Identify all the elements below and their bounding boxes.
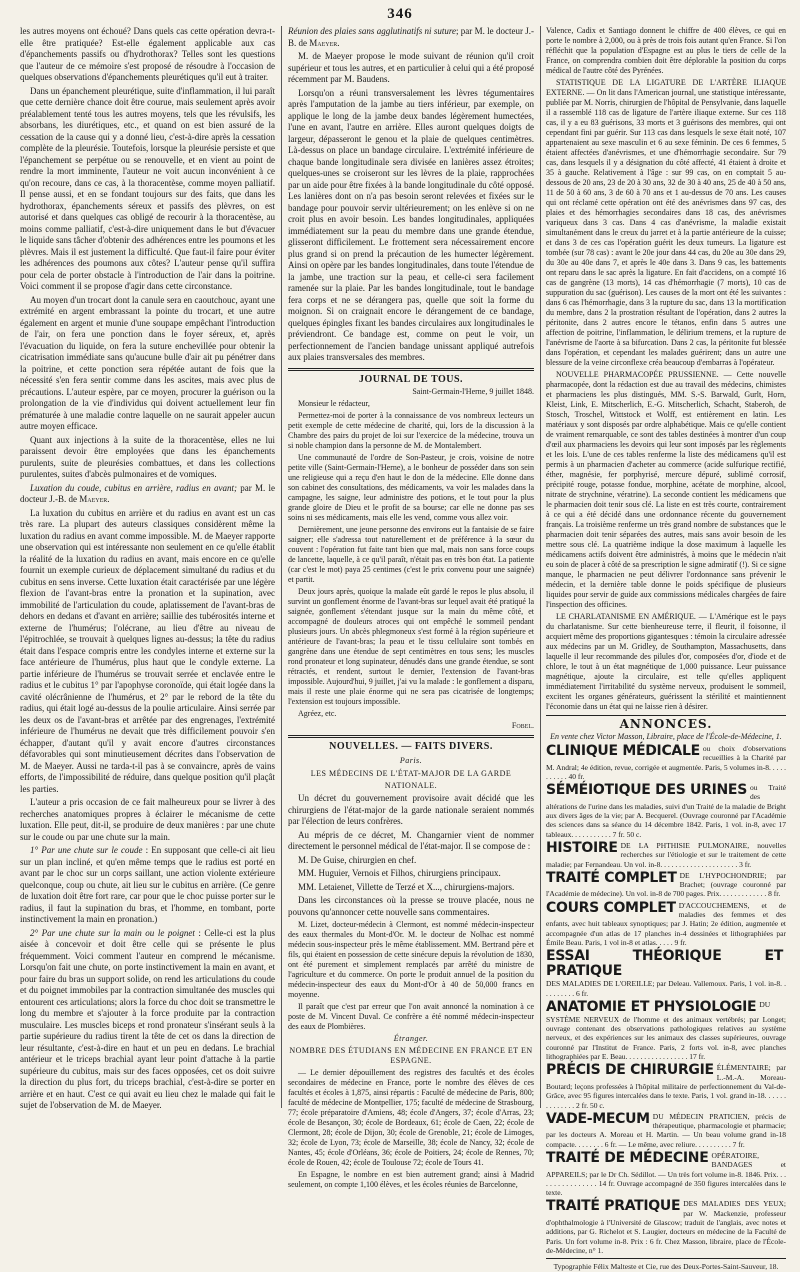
news-item-text: — Cette nouvelle pharmacopée, dont la rédaction est due au travail des médecins, chimistes et pharmaciens les plus distingués, MM. S.-S. Barwald, Gurlt, Horn, Kleist, Link, E. Mitscherlich, E.-G. Mitscherlich, Schacht, Staberoh, de Stosch, Troschel, Wittstock et Wolff, est entièrement en latin. Les matériaux y sont disposés par ordre alphabétique. Mais ce qu'elle contient de vraiment remarquable, ce sont des tables destinées à montrer d'un coup d'œil aux pharmaciens les devoirs qui leur sont imposés par les règlements et les lois. L'une de ces tables renferme la liste des médicamens qu'il est permis à un pharmacien d'acheter au commerce (acide sulfurique rectifié, éther, magnésie, fer porphyrisé, mercure dépuré, sublimé corrosif, précipité rouge, potasse fondue, morphine, acétate de morphine, alcool, nitrate de strychnine, vératrine). La seconde contient les médicamens que le pharmacien doit tenir sous clé. La liste en est très courte, contrairement à ce qui a été décidé dans une ordonnance récente du gouvernement français. La troisième renferme un très grand nombre de substances que le pharmacien doit tenir séparées des autres, mais sans avoir besoin de les mettre sous clé. La quatrième indique la dose maximum à laquelle les médicamens actifs doivent être administrés, à moins que le médecin n'ait eu soin de placer à côté de sa prescription le signe admiratif (!). Si ce signe manque, le pharmacien ne peut délivrer l'ordonnance sans prévenir le médecin, et la dernière table donne le poids spécifique de plusieurs liquides pour servir de guide aux commissions médicales chargées de faire l'inspection des officines.: [546, 370, 787, 609]
advertisement-title: ESSAI THÉORIQUE ET PRATIQUE: [546, 948, 783, 980]
column-right: [546, 26, 787, 1272]
article-title-rest: par M. le docteur J.-B. de: [20, 482, 275, 504]
advertisement-title: HISTOIRE: [546, 839, 618, 856]
section-divider: [288, 368, 534, 371]
paragraph: En Espagne, le nombre en est bien autrement grand; ainsi à Madrid seulement, on compte 1,100 élèves, et les écoles réunies de Barcelonne,: [288, 1170, 534, 1189]
advertisement-text: ÉLÉMENTAIRE; par L.-M.-A. Moreau-Boutard; leçons professées à l'hôpital militaire de perfectionnement du Val-de-Grâce, avec 95 figures intercalées dans le texte. Paris, 1 vol. grand in-18. . . . . . . . . . . . . . 2 fr. 50 c.: [546, 1063, 786, 1110]
column-middle: [288, 26, 534, 1189]
paragraph-label: 2° Par une chute sur la main ou le poignet: [30, 927, 195, 938]
news-subheading: LES MÉDECINS DE L'ÉTAT-MAJOR DE LA GARDE NATIONALE.: [310, 769, 512, 790]
paragraph: MM. Letaienet, Villette de Terzé et X..., chirurgiens-majors.: [298, 881, 515, 892]
advertisement: [546, 841, 786, 869]
article-title-italic: Luxation du coude, cubitus en arrière, radius en avant;: [30, 482, 238, 493]
advertisement: [546, 744, 786, 781]
section-divider: [288, 735, 534, 738]
news-item-text: — L'Amérique est le pays du charlatanisme. Sur cette bienheureuse terre, il fleurit, il foisonne, il acquiert même des proportions gigantesques : témoin la circulaire adressée aux médecins par un M. Gridley, de Southampton, Massachusetts, dans laquelle il leur recommande des pilules d'or, composées d'or, d'iode et de chlore, le tout à un état magnétique de 1,000 puissance. Leur puissance magnétique, ajoute la circulaire, est telle qu'elles appliquent immédiatement l'irritabilité du système nerveux, produisent le sommeil, excitent les organes générateurs, guérissent la stérilité et maintiennent l'économie dans un état qui ne laisse rien à désirer.: [546, 612, 786, 711]
paragraph: Au mépris de ce décret, M. Changarnier vient de nommer directement le personnel médical de l'état-major. Il se compose de :: [288, 829, 534, 851]
advertisement-text: OPÉRATOIRE, BANDAGES et APPAREILS; par le Dr Ch. Sédillot. — Un très fort volume in-8. 1846. Prix. . . . . . . . . . . . . . . . 14 fr. Ouvrage accompagné de 350 figures intercalées dans le texte.: [546, 1150, 786, 1198]
paragraph: — Le dernier dépouillement des registres des facultés et des écoles secondaires de médecine en France, porte le nombre des élèves de ces facultés et écoles à 1,875, ainsi répartis : Faculté de médecine de Paris, 800; faculté de médecine de Montpellier, 175; faculté de médecine de Strasbourg, 77; école préparatoire d'Amiens, 48; école d'Angers, 37; école d'Arras, 23; école de Besançon, 30; école de Bordeaux, 61; école de Caen, 22; école de Clermont, 28; école de Dijon, 30; école de Grenoble, 21; école de Limoges, 32; école de Lyon, 73; école de Marseille, 38; école de Nancy, 32; école de Nantes, 45; école d'Orléans, 36; école de Poitiers, 24; école de Rennes, 70; école de Rouen, 42; école de Toulouse 72; école de Tours 41.: [288, 1068, 534, 1167]
advertisement: [546, 871, 786, 899]
advertisement: [546, 1112, 786, 1149]
advertisement-text: DU SYSTÈME NERVEUX de l'homme et des animaux vertébrés; par Longet; ouvrage contenant des observations pathologiques relatives au système nerveux, et des expériences sur les animaux des classes supérieures, ouvrage couronné par l'Institut de France. Paris, 2 forts vol. in-8, avec planches lithographiées par E. Beau. . . . . . . . . . . . . . . . . 17 fr.: [546, 999, 786, 1062]
section-divider: [546, 1258, 786, 1259]
column-rule-left: [281, 26, 282, 1108]
advertisement-title: VADE-MECUM: [546, 1110, 650, 1127]
paragraph: [546, 370, 786, 610]
news-place: Paris.: [399, 755, 423, 765]
section-divider: [546, 715, 786, 716]
advertisement-text: ou choix d'observations recueillies à la Charité par M. Andral; 4e édition, revue, corrigée et augmentée. Paris, 5 volumes in-8. . . . . . . . . . . 40 fr.: [546, 744, 786, 781]
paragraph: Une communauté de l'ordre de Son-Pasteur, je crois, voisine de notre petite ville (Saint-Germain-l'Herne), a le bonheur de posséder dans son sein une religieuse qui a reçu d'en haut le don de la médecine. Elle donne dans son cabinet des consultations, des médicaments, va voir les malades dans la campagne, les saigne, leur administre des potions, et le tout pour la plus grande gloire de Dieu et le profit de sa bourse; car elle ne donne pas ses soins ni ses médicaments, mais elle les vend, comme vous allez voir.: [288, 453, 534, 522]
advertisement-title: TRAITÉ DE MÉDECINE: [546, 1149, 709, 1166]
news-item-title: NOUVELLE PHARMACOPÉE PRUSSIENNE.: [556, 370, 719, 379]
advertisement-title: TRAITÉ PRATIQUE: [546, 1198, 681, 1215]
paragraph: Valence, Cadix et Santiago donnent le chiffre de 400 élèves, ce qui en porte le nombre à 2,000, ou à près de trois fois autant qu'en France. Si l'on réfléchit que la population d'Espagne est au plus le tiers de celle de la France, on comprendra combien doit être déplorable la position du corps médical de l'autre côté des Pyrénées.: [546, 26, 786, 75]
advertisement: [546, 783, 786, 839]
paragraph: M. de Maeyer propose le mode suivant de réunion qu'il croit supérieur et tous les autres, et en particulier à celui qui a été proposé récemment par M. Baudens.: [288, 51, 534, 84]
advertisement-text: DE LA PHTHISIE PULMONAIRE, nouvelles recherches sur l'étiologie et sur le traitement de cette maladie; par Fernandeau. Un vol. in-8. . . . . . . . . . . . . . . . . . . . . 3 fr.: [546, 840, 786, 869]
paragraph: [546, 612, 786, 712]
advertisement-title: SÉMÉIOTIQUE DES URINES: [546, 782, 747, 799]
article-title: Luxation du coude, cubitus en arrière, radius en avant; par M. le docteur J.-B. de Maeyer.: [20, 482, 275, 504]
advertisement-text: DES MALADIES DE L'OREILLE; par Deleau. Vallemoux. Paris, 1 vol. in-8. . . . . . . . . . 6 fr.: [546, 979, 786, 998]
announcements-intro: En vente chez Victor Masson, Libraire, place de l'École-de-Médecine, 1.: [550, 732, 782, 741]
advertisement-title: COURS COMPLET: [546, 899, 676, 916]
paragraph: Au moyen d'un trocart dont la canule sera en caoutchouc, ayant une extrémité en argent embrassant la pointe du trocart, et une autre également en argent et munie d'une soupape empêchant l'introduction de l'air, on fera une ponction dans le foyer séreux, et, après l'évacuation du liquide, on fera la suture enchevillée pour obtenir la cicatrisation immédiate sans qu'aucune bulle d'air ait pu pénétrer dans la poitrine, et cette ponction sera répétée autant de fois que la nécessité s'en fera sentir comme dans les ascites, mais avec plus de précautions. L'auteur espère, par ce moyen, procurer la guérison ou la prolongation de la vie d'individus qui doivent actuellement leur fin prématurée à une maladie contre laquelle on ne saurait appeler aucun autre moyen efficace.: [20, 294, 275, 431]
advertisement-text: D'ACCOUCHEMENS, et de maladies des femmes et des enfants, avec huit tableaux synoptiques; par J. Hatin; 2e édition, augmentée et accompagnée d'un atlas de 17 planches in-4 dessinées et lithographiées par Émile Beau. Paris, 1 vol in-8 et atlas. . . . . 9 fr.: [546, 900, 786, 947]
announcements-heading: ANNONCES.: [619, 717, 713, 731]
advertisement-title: CLINIQUE MÉDICALE: [546, 743, 700, 759]
article-title-rest: ; par M. le docteur J.-B. de: [288, 26, 534, 48]
advertisement-title: ANATOMIE ET PHYSIOLOGIE: [546, 998, 757, 1015]
news-item-text: — On lit dans l'American journal, une statistique intéressante, publiée par M. Norris, chirurgien de l'hôpital de Pensylvanie, dans laquelle il a rassemblé 118 cas de ligature de l'artère iliaque externe. Sur ces 118 cas, il y a eu 83 guérisons, 33 morts et 3 guérisons des membres, qui ont cependant fini par guérir. Sur 113 cas dans lesquels le sexe était noté, 107 appartenaient au sexe masculin et 6 au sexe féminin. De ces 6 femmes, 5 étaient affectées d'anévrismes, et une d'hémorrhagie secondaire. Sur 79 cas, dans lesquels il y a désignation du côté affecté, 41 étaient à droite et 35 à gauche. Relativement à l'âge : sur 99 cas, on en comptait 5 au-dessous de 20 ans, 23 de 20 à 30 ans, 32 de 30 à 40 ans, 25 de 40 à 50 ans, 11 de 50 à 60 ans, 3 de 60 à 70 ans et 1 au-dessus de 70 ans. Les causes qui ont réclamé cette opération ont été des anévrismes dans 97 cas, des plaies et des hémorrhagies secondaires dans 18 cas, des anévrismes variqueux dans 3 cas. Dans 4 cas d'anévrisme, la maladie existait simultanément dans le creux du jarret et à la partie antérieure de la cuisse; et dans 3 de ces cas l'opération guérit les deux tumeurs. La ligature est tombée (sur 78 cas) : avant le 20e jour dans 44 cas, du 20e au 30e dans 29, du 30e au 40e dans 7, et après le 40e dans 3. Dans 9 cas, les battements ont reparu dans le sac après la ligature. En fait d'accidens, on a compté 16 cas de gangrène (13 morts), 14 cas d'hémorrhagie (7 morts), 10 cas de suppuration du sac (guérison). Les causes de la mort ont été les suivantes : dans 6 cas l'hémorrhagie, dans 3 la rupture du sac, dans 13 la mortification du membre, dans 2 la prostration résultant de l'opération, dans 2 autres la péritonite, dans 2 autres encore le tétanos, enfin dans 5 autres une affection de poitrine, l'inflammation, le délirium tremens, et la rupture de l'anévrisme de l'aorte à sa bifurcation. Dans 2 cas, la péritonite fut blessée dans l'opération, et cependant les malades guérirent; dans un autre une blessure de la veine circonflexe créa beaucoup d'embarras à l'opérateur.: [546, 88, 786, 367]
paragraph: [20, 845, 275, 926]
letter-salutation: Monsieur le rédacteur,: [298, 399, 370, 408]
advertisement-title: TRAITÉ COMPLET: [546, 869, 677, 886]
advertisement-title: PRÉCIS DE CHIRURGIE: [546, 1062, 714, 1079]
section-heading: NOUVELLES. — FAITS DIVERS.: [329, 741, 493, 752]
paragraph: La luxation du cubitus en arrière et du radius en avant est un cas très rare. La plupart des auteurs classiques considèrent même la luxation du radius en avant comme impossible. M. de Maeyer rapporte une observation qui est intéressante non seulement en ce qu'elle établit la réalité de la luxation du radius en avant, mais encore en ce qu'elle fournit un exemple curieux de déplacement simultané du radius et du cubitus en sens inverse. Cette luxation était caractérisée par une légère flexion de l'avant-bras entre la pronation et la supination, avec immobilité de l'articulation du coude, aplatissement de l'avant-bras de dehors en dedans et d'avant en arrière; saillie des tubérosités interne et externe de l'humérus; l'olécrane, au lieu d'être au niveau de l'épitrochlée, se trouvait à quelques lignes au-dessus; la tête du radius était dans l'espace compris entre les condyles interne et externe sur la face antérieure de l'humérus, plus haut que le condyle externe. La partie inférieure de l'humérus se trouvait serrée et enclavée entre le radius et le cubitus 1° par l'apophyse coronoïde, qui était logée dans la cavité olécrânienne de l'humérus, et 2° par le rebord de la tête du radius, qui était logé au-dessus de la poulie articulaire. Ainsi serrée par les deux os de l'avant-bras et arrêtée par des engrenages, l'extrémité inférieure de l'humérus ne devait que très difficilement pouvoir s'en échapper, d'autant qu'il y avait encore d'autres circonstances défavorables qui sont minutieusement décrites dans l'observation de M. de Maeyer. Aussi ne tarda-t-il pas à se convaincre, après de vains efforts, de l'impossibilité de réduire, dans quelque position qu'il plaçât les parties.: [20, 507, 275, 794]
paragraph: Il paraît que c'est par erreur que l'on avait annoncé la nomination à ce poste de M. Vincent Duval. Ce confrère a été nommé médecin-inspecteur des eaux de Plombières.: [288, 1002, 534, 1031]
article-author: Maeyer: [79, 494, 108, 504]
paragraph-text: : Celle-ci est la plus aisée à concevoir et doit être celle qui se présente le plus fréquemment. Voici comment l'auteur en comprend le mécanisme. Lorsqu'on fait une chute, on porte instinctivement la main en avant, et pour faire du bras un support solide, on rend les articulations du coude et du poignet immobiles par la contraction simultanée des muscles qui entourent ces articulations; alors la force du choc doit se transmettre le long du membre et s'ajouter à la force produite par la contraction musculaire. Les muscles biceps et rond pronateur s'insérant seuls à la partie supérieure du radius tirent la tête de cet os dans la direction de leur résultante, c'est-à-dire en haut et un peu en dedans. Le brachial antérieur et le triceps brachial ayant leur point d'attache à la partie supérieure du cubitus, mais sur des faces opposées, cet os doit suivre la direction du plus fort, du triceps brachial, c'est-à-dire se porter en arrière et en haut. C'est ce qui avait eu lieu chez le malade qui fait le sujet de l'observation de M. de Maeyer.: [20, 927, 275, 1110]
article-title: Réunion des plaies sans agglutinatifs ni suture; par M. le docteur J.-B. de Maeyer.: [288, 26, 534, 48]
advertisement-text: DU MÉDECIN PRATICIEN, précis de thérapeutique, pharmacologie et pharmacie; par les docteurs A. Moreau et H. Martin. — Un beau volume grand in-18 compacte. . . . . . . . 6 fr. — Le même, avec reliure. . . . . . . . . . 7 fr.: [546, 1111, 786, 1149]
section-heading: JOURNAL DE TOUS.: [358, 373, 464, 385]
advertisement-text: DES MALADIES DES YEUX; par W. Mackenzie, professeur d'ophthalmologie à l'Université de Glascow; traduit de l'anglais, avec notes et additions, par G. Richelot et S. Laugier, docteurs en médecine de la Faculté de Paris. Un fort volume in-8. Prix : 6 fr. Chez Masson, libraire, place de l'École-de-Médecine, n° 1.: [546, 1199, 786, 1255]
paragraph-text: : En supposant que celle-ci ait lieu sur un plan incliné, et qu'en même temps que le radius est porté en avant par le choc sur un corps saillant, une action violente extérieure quelconque, coup ou chute, ait lieu sur le cubitus en arrière. (Ce genre de luxation doit être fort rare, car pour que le choc puisse porter sur le radius, il faut la supination du bras, et l'homme, en tombant, porte instinctivement la main en pronation.): [20, 845, 275, 924]
paragraph: les autres moyens ont échoué? Dans quels cas cette opération devra-t-elle être pratiquée? Est-elle également applicable aux cas d'épanchements passifs ou d'hydrothorax? Telles sont les questions que l'auteur de ce mémoire s'est proposé de résoudre à l'occasion de quelques observations d'épanchements pleurétiques qu'il eut à traiter.: [20, 26, 275, 82]
paragraph: Dans un épanchement pleurétique, suite d'inflammation, il lui paraît que cette dernière chance doit être courue, mais seulement après avoir préalablement tenté tous les autres moyens, tels que les révulsifs, les absorbans, les diurétiques, etc., et quand on est bien assuré de la cessation de la cause qui y a donné lieu, c'est-à-dire après la cessation complète de la pleurésie. Toutefois, lorsque la pleurésie persiste et que l'épanchement se perpétue ou se renouvelle, et en vient au point de rendre la mort imminente, l'auteur ne voit aucun inconvénient à ce qu'on recoure, dans ce cas, à la thoracentèse, comme moyen palliatif. Il pense aussi, et en se fondant toujours sur des faits, que dans les hydrothorax, épanchements séreux et passifs des plèvres, on est autorisé et dans quelques cas obligé de recourir à la thoracentèse, au moins comme palliatif, c'est-à-dire uniquement dans le but d'évacuer le liquide sans tâcher d'obtenir des adhérences entre les poumons et les plèvres. Mais il est justement la difficulté. Que faut-il faire pour éviter les adhérences des poumons aux côtes? L'auteur pense qu'il suffira pour cela de porter obstacle à l'introduction de l'air dans la poitrine. Voici comment il se propose d'agir dans cette circonstance.: [20, 85, 275, 291]
paragraph: Agréez, etc.: [298, 709, 337, 718]
letter-signature: Fobel.: [511, 721, 534, 730]
letter-place: Saint-Germain-l'Herne, 9 juillet 1848.: [412, 387, 534, 396]
advertisement: [546, 901, 786, 947]
paragraph: Deux jours après, quoique la malade eût gardé le repos le plus absolu, il survint un gonflement énorme de l'avant-bras sur lequel avait été pratiqué la saignée, gonflement s'étendant jusque sur la main du même côté, et accompagné de douleurs atroces qui ont empêché le sommeil pendant plusieurs jours. Un abcès phlegmoneux s'est formé à la région supérieure et antérieure de l'avant-bras; la peau et le tissu cellulaire sont tombés en gangrène dans une étendue de sept centimètres en tous sens; les muscles rond pronateur et long supinateur, dénudés dans une grande étendue, se sont rétractés, et rendent, surtout le dernier, l'extension de l'avant-bras impossible. Aujourd'hui, 9 juillet, j'ai vu la malade : le gonflement a disparu, mais il reste une plaie énorme qui ne sera pas cicatrisée de longtemps; l'extension est toujours impossible.: [288, 587, 534, 706]
news-item-title: STATISTIQUE DE LA LIGATURE DE L'ARTÈRE ILIAQUE EXTERNE.: [546, 78, 786, 97]
advertisement: [546, 1063, 786, 1109]
paragraph: L'auteur a pris occasion de ce fait malheureux pour se livrer à des recherches anatomiques propres à éclairer le mécanisme de cette luxation. Elle peut, dit-il, se produire de deux manières : par une chute sur le coude ou par une chute sur la main.: [20, 797, 275, 842]
news-item-title: LE CHARLATANISME EN AMÉRIQUE.: [556, 612, 696, 621]
paragraph: MM. Huguier, Vernois et Filhos, chirurgiens principaux.: [298, 868, 501, 878]
paragraph: [546, 78, 786, 368]
paragraph: Lorsqu'on a réuni transversalement les lèvres tégumentaires après l'amputation de la jambe au tiers inférieur, par exemple, on applique le long de la jambe deux bandes légèrement humectées, l'une en avant, l'autre en arrière. Elles auront quelques doigts de largeur, dépasseront le genou et la plaie de quelques centimètres. Là-dessus on place un bandage circulaire. L'extrémité inférieure de chaque bande longitudinale sera divisée en lanières assez étroites; quelques-unes se croiseront sur les lèvres de la plaie, rapprochées par un aide pour être fixées à la bande longitudinale du côté opposé. Les lanières dont on n'a pas besoin seront relevées et fixées sur le bandage pour pouvoir servir ultérieurement; on les enlève si on ne croit plus en avoir besoin. Les bandes longitudinales, appliquées immédiatement sur la peau du membre dans une grande étendue, glisseront difficilement. Le frottement sera nécessairement encore plus grand si on prend la précaution de les humecter légèrement. Ainsi on opère par les bandes longitudinales, dans toute l'étendue de la jambe, une traction sur la peau, et celle-ci sera facilement ramenée sur la plaie. Par les bandes longitudinale, tout le bandage fera corps et ne se dérangera pas, quelle que soit la forme du moignon. Si on craignait encore le dérangement de ce bandage, quelques épingles fixant les bandes circulaires aux longitudinales le préviendront. Ce bandage est, comme on peut le voir, un perfectionnement de l'ancien bandage unissant appliqué autrefois aux plaies transversales des membres.: [288, 87, 534, 362]
advertisement: [546, 949, 786, 998]
advertisement: [546, 1151, 786, 1197]
news-subheading: NOMBRE DES ÉTUDIANS EN MÉDECINE EN FRANCE ET EN ESPAGNE.: [289, 1046, 533, 1065]
paragraph: Permettez-moi de porter à la connaissance de vos nombreux lecteurs un petit exemple de cette médecine de charité, qui, lors de la discussion à la Chambre des pairs du projet de loi sur l'exercice de la médecine, trouva un si noble champion dans la personne de M. de Montalembert.: [288, 411, 534, 450]
announcements-list: [546, 744, 786, 1255]
column-left: [20, 26, 275, 1110]
paragraph: Dernièrement, une jeune personne des environs eut la fantaisie de se faire saigner; elle s'adressa tout naturellement et de préférence à la sœur du couvent : l'opération fut faite tant bien que mal, mais non sans force coups de lancette, laquelle, à ce qu'il paraît, n'était pas en très bon état. La patiente (car c'est le mot) paya 25 centimes (c'est le prix convenu pour une saignée) et partit.: [288, 525, 534, 584]
paragraph: Quant aux injections à la suite de la thoracentèse, elles ne lui paraissent devoir être employées que dans les épanchements purulents, suite de pleurésies combattues, et dans les collections purulentes, suites d'abcès pulmonaires et de vomiques.: [20, 434, 275, 479]
article-author: Maeyer: [309, 37, 338, 48]
advertisement-text: ou Traité des altérations de l'urine dans les maladies, suivi d'un Traité de la maladie de Bright aux divers âges de la vie; par A. Becquerel. (Ouvrage couronné par l'Académie des sciences dans sa séance du 14 décembre 1842. Paris, 1 vol. in-8, avec 17 tableaux. . . . . . . . . . . 7 fr. 50 c.: [546, 783, 786, 839]
imprint: Typographie Félix Malteste et Cie, rue des Deux-Portes-Saint-Sauveur, 18.: [553, 1262, 779, 1272]
advertisement-text: DE L'HYPOCHONDRIE; par Brachet; (ouvrage couronné par l'Académie de médecine). Un vol. in-8 de 700 pages. Prix. . . . . . . . . . . . . 8 fr.: [546, 870, 786, 899]
paragraph: Dans les circonstances où la presse se trouve placée, nous ne pouvons qu'annoncer cette nouvelle sans commentaires.: [288, 895, 534, 917]
advertisement: [546, 1000, 786, 1061]
page-number: 346: [387, 6, 413, 22]
paragraph: M. De Guise, chirurgien en chef.: [298, 854, 417, 865]
paragraph: M. Lizet, docteur-médecin à Clermont, est nommé médecin-inspecteur des eaux thermales du Mont-d'Or. M. le docteur de Nolhac est nommé médecin sous-inspecteur près le même établissement. MM. Bertrand père et fils, qui étaient en possession de cette sinécure depuis la révolution de 1830, ont été purement et simplement remplacés par arrêté du ministre de l'agriculture et du commerce. On porte le produit annuel de la position du médecin-inspecteur des eaux du Mont-d'Or à 40 de 50,000 francs en moyenne.: [288, 920, 534, 999]
news-place: Étranger.: [393, 1034, 429, 1043]
paragraph: Un décret du gouvernement provisoire avait décidé que les chirurgiens de l'état-major de la garde nationale seraient nommés par l'élection de leurs confrères.: [288, 793, 534, 826]
article-title-italic: Réunion des plaies sans agglutinatifs ni suture: [288, 26, 456, 36]
paragraph-label: 1° Par une chute sur le coude: [30, 845, 143, 855]
column-rule-right: [540, 26, 541, 1108]
paragraph: [20, 928, 275, 1112]
advertisement: [546, 1199, 786, 1255]
